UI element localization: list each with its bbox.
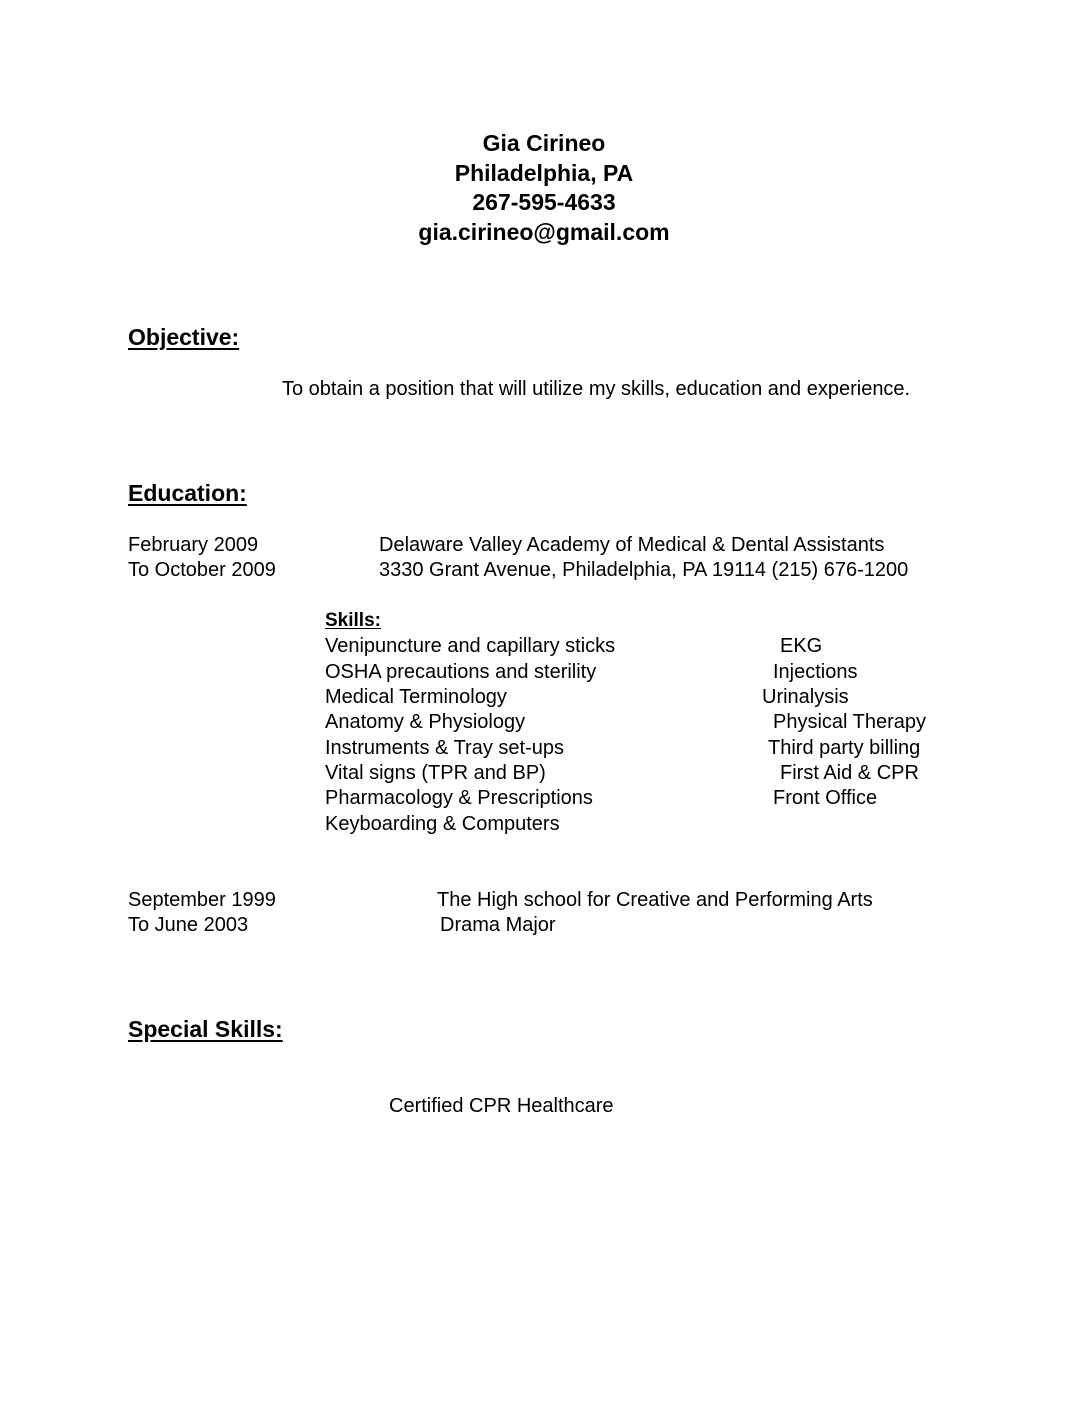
skills-heading: Skills: — [325, 610, 381, 631]
contact-phone: 267-595-4633 — [472, 189, 616, 215]
skill-left-item: OSHA precautions and sterility — [325, 661, 597, 683]
edu2-detail: Drama Major — [440, 914, 556, 936]
skill-right-item: Injections — [773, 661, 858, 683]
skill-left-item: Instruments & Tray set-ups — [325, 737, 564, 759]
edu1-date-start: February 2009 — [128, 534, 259, 556]
special-skill-item: Certified CPR Healthcare — [389, 1095, 614, 1117]
skill-left-item: Medical Terminology — [325, 686, 507, 708]
skill-right-item: Physical Therapy — [773, 711, 927, 733]
skill-right-item: Third party billing — [768, 737, 921, 759]
edu2-date-end: To June 2003 — [128, 914, 249, 936]
skill-right-item: EKG — [780, 635, 823, 657]
edu1-date-end: To October 2009 — [128, 559, 276, 581]
objective-heading: Objective: — [128, 324, 240, 350]
contact-email: gia.cirineo@gmail.com — [418, 219, 670, 245]
education-heading: Education: — [128, 480, 247, 506]
edu2-school: The High school for Creative and Performing Arts — [437, 889, 873, 911]
skill-left-item: Anatomy & Physiology — [325, 711, 526, 733]
edu2-date-start: September 1999 — [128, 889, 276, 911]
skill-right-item: First Aid & CPR — [780, 762, 919, 784]
skill-left-item: Pharmacology & Prescriptions — [325, 787, 593, 809]
skill-left-item: Keyboarding & Computers — [325, 813, 560, 835]
skill-left-item: Vital signs (TPR and BP) — [325, 762, 546, 784]
contact-name: Gia Cirineo — [482, 130, 606, 156]
contact-location: Philadelphia, PA — [454, 160, 634, 186]
skill-left-item: Venipuncture and capillary sticks — [325, 635, 616, 657]
edu1-detail: 3330 Grant Avenue, Philadelphia, PA 19114 (215) 676-1200 — [379, 559, 909, 581]
objective-text: To obtain a position that will utilize my skills, education and experience. — [282, 378, 911, 400]
special-skills-heading: Special Skills: — [128, 1016, 283, 1042]
skill-right-item: Urinalysis — [762, 686, 849, 708]
skill-right-item: Front Office — [773, 787, 878, 809]
edu1-school: Delaware Valley Academy of Medical & Dental Assistants — [379, 534, 885, 556]
